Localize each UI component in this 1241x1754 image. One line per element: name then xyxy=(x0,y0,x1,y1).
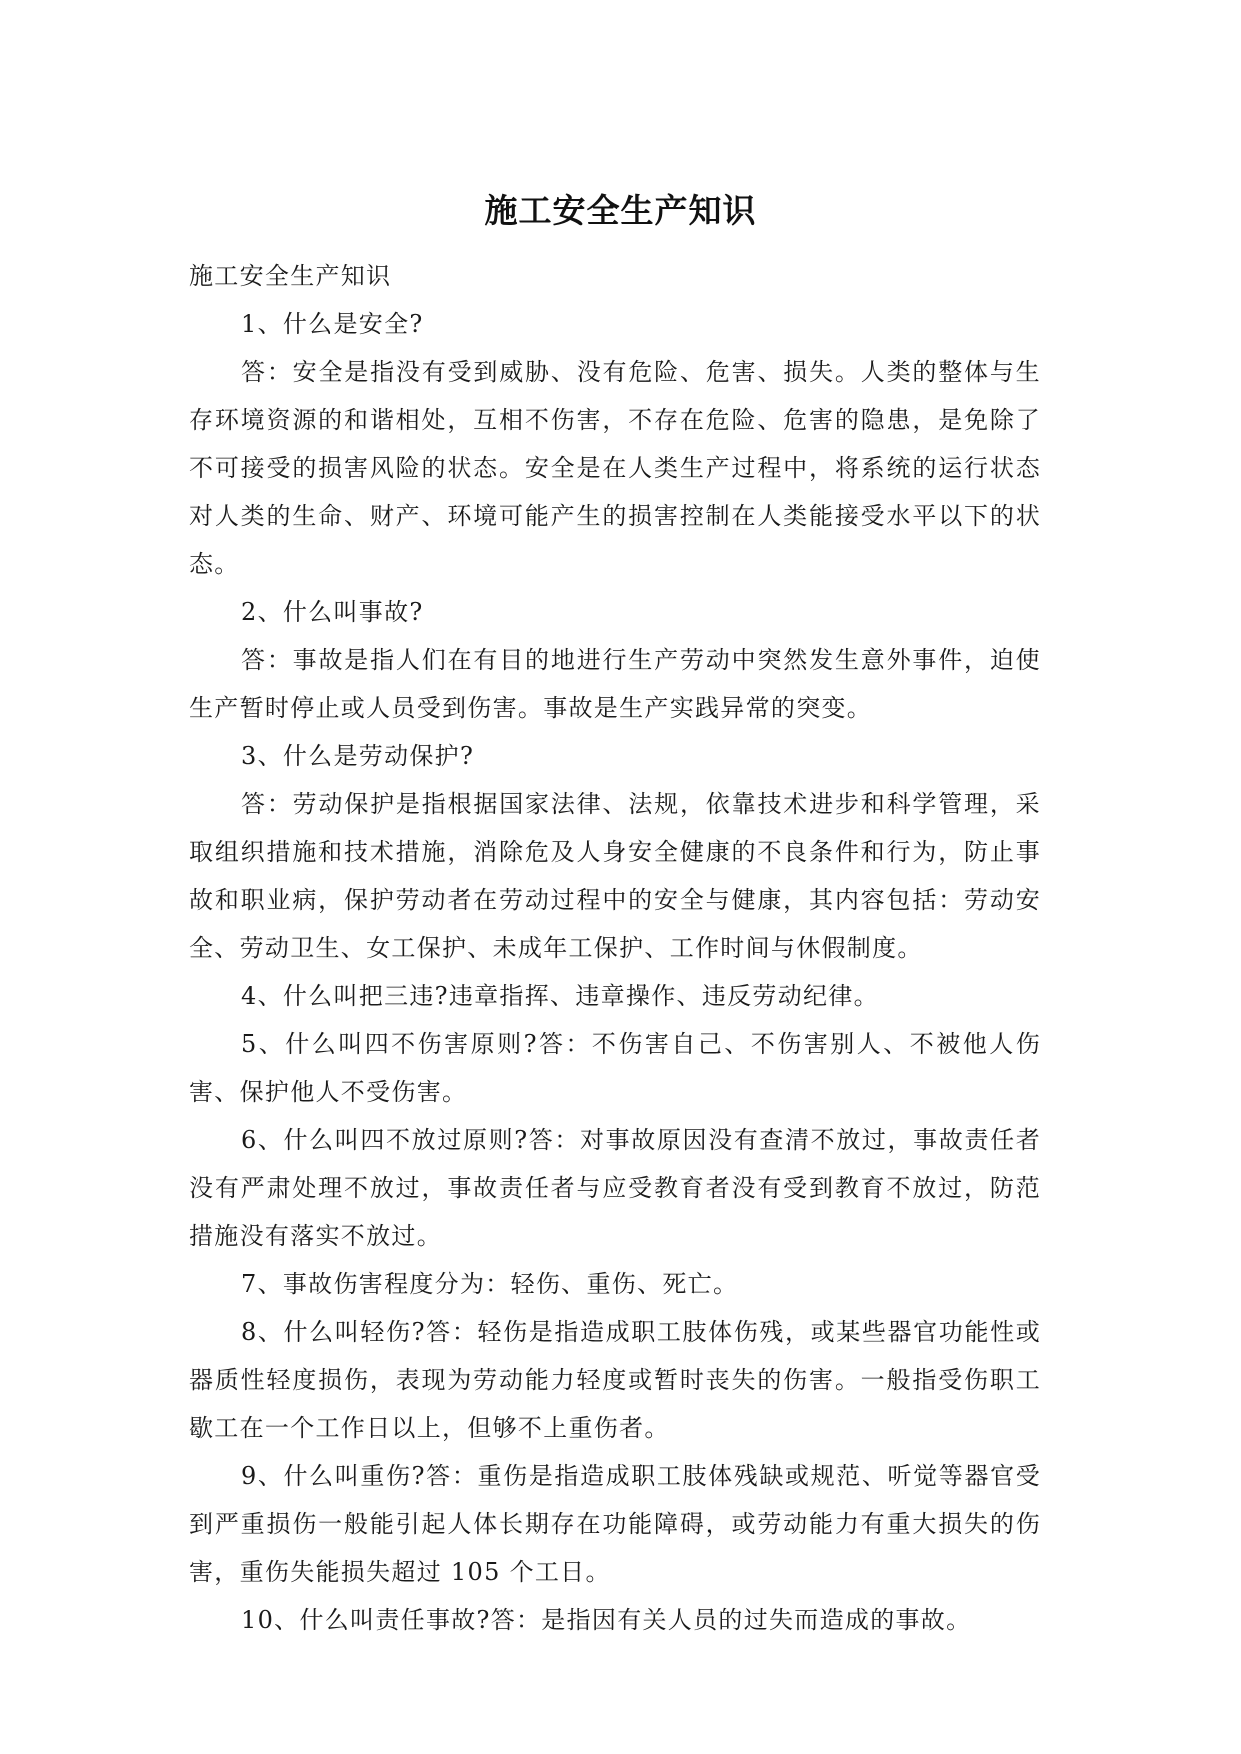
document-title: 施工安全生产知识 xyxy=(484,191,757,230)
answer-2: 答：事故是指人们在有目的地进行生产劳动中突然发生意外事件，迫使生产暂时停止或人员受到伤害。事故是生产实践异常的突变。 xyxy=(189,646,1041,722)
question-3: 3、什么是劳动保护? xyxy=(241,742,475,770)
document-body xyxy=(189,252,1041,1644)
item-9: 9、什么叫重伤?答：重伤是指造成职工肢体残缺或规范、听觉等器官受到严重损伤一般能引起人体长期存在功能障碍，或劳动能力有重大损失的伤害，重伤失能损失超过 105 个工日。 xyxy=(189,1462,1041,1586)
answer-1: 答：安全是指没有受到威胁、没有危险、危害、损失。人类的整体与生存环境资源的和谐相处，互相不伤害，不存在危险、危害的隐患，是免除了不可接受的损害风险的状态。安全是在人类生产过程中，将系统的运行状态对人类的生命、财产、环境可能产生的损害控制在人类能接受水平以下的状态。 xyxy=(189,358,1041,578)
item-7: 7、事故伤害程度分为：轻伤、重伤、死亡。 xyxy=(241,1270,739,1298)
item-6: 6、什么叫四不放过原则?答：对事故原因没有查清不放过，事故责任者没有严肃处理不放过，事故责任者与应受教育者没有受到教育不放过，防范措施没有落实不放过。 xyxy=(189,1126,1041,1250)
item-4: 4、什么叫把三违?违章指挥、违章操作、违反劳动纪律。 xyxy=(241,982,879,1010)
question-1: 1、什么是安全? xyxy=(241,310,424,338)
item-5: 5、什么叫四不伤害原则?答：不伤害自己、不伤害别人、不被他人伤害、保护他人不受伤害。 xyxy=(189,1030,1041,1106)
document-subtitle: 施工安全生产知识 xyxy=(189,262,392,290)
item-10: 10、什么叫责任事故?答：是指因有关人员的过失而造成的事故。 xyxy=(241,1606,972,1634)
item-8: 8、什么叫轻伤?答：轻伤是指造成职工肢体伤残，或某些器官功能性或器质性轻度损伤，表现为劳动能力轻度或暂时丧失的伤害。一般指受伤职工歇工在一个工作日以上，但够不上重伤者。 xyxy=(189,1318,1041,1442)
question-2: 2、什么叫事故? xyxy=(241,598,424,626)
answer-3: 答：劳动保护是指根据国家法律、法规，依靠技术进步和科学管理，采取组织措施和技术措施，消除危及人身安全健康的不良条件和行为，防止事故和职业病，保护劳动者在劳动过程中的安全与健康，其内容包括：劳动安全、劳动卫生、女工保护、未成年工保护、工作时间与休假制度。 xyxy=(189,790,1041,962)
